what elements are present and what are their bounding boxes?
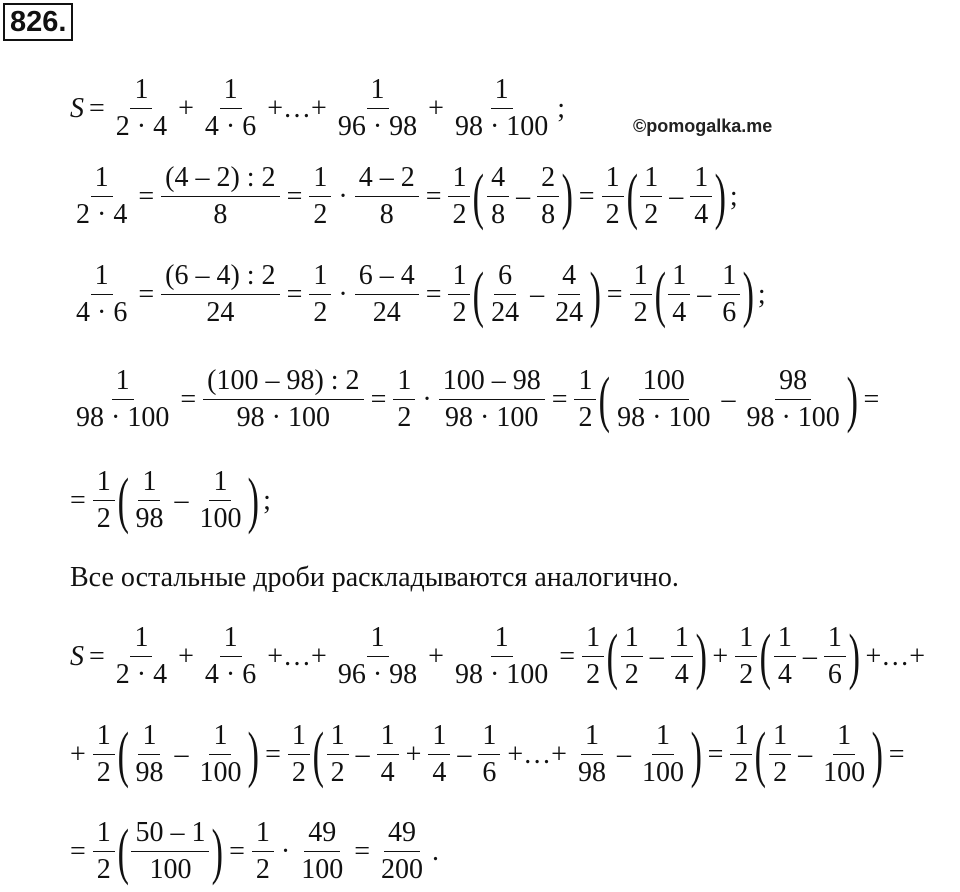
fraction: $\frac{100}{98 \cdot 100}$ <box>617 365 711 433</box>
fraction: $\frac{4 - 2}{8}$ <box>355 160 419 233</box>
fraction: $\frac{1}{98}$ <box>135 466 164 534</box>
fraction: $\frac{2}{8}$ <box>537 160 559 233</box>
equation-row-8: = $\frac{1}{2}$ ( $\frac{50 - 1}{100}$ ) = $\frac{1}{2}$ · $\frac{49}{100}$ = $\frac{49}{200}$ . <box>70 815 439 888</box>
fraction: $\frac{1}{2}$ <box>288 718 310 791</box>
fraction: $\frac{1}{98 \cdot 100}$ <box>76 365 170 433</box>
fraction: $\frac{1}{96 \cdot 98}$ <box>337 622 418 690</box>
fraction: $\frac{1}{98}$ <box>135 720 164 788</box>
fraction: $\frac{1}{2}$ <box>574 363 596 436</box>
fraction: $\frac{100 - 98}{98 \cdot 100}$ <box>439 363 545 436</box>
fraction: $\frac{1}{2}$ <box>730 718 752 791</box>
fraction: $\frac{1}{100}$ <box>199 720 242 788</box>
fraction: $\frac{1}{6}$ <box>824 620 846 693</box>
fraction: $\frac{1}{2}$ <box>309 160 331 233</box>
equation-row-5: = $\frac{1}{2}$ ( $\frac{1}{98}$ – $\frac{1}{100}$ ) ; <box>70 464 271 537</box>
fraction: $\frac{(100 - 98) : 2}{98 \cdot 100}$ <box>203 363 363 436</box>
fraction: $\frac{1}{2 \cdot 4}$ <box>115 622 168 690</box>
fraction: $\frac{1}{2}$ <box>630 258 652 331</box>
fraction: $\frac{(6 - 4) : 2}{24}$ <box>161 258 279 331</box>
fraction: $\frac{4}{8}$ <box>487 160 509 233</box>
fraction: $\frac{1}{2}$ <box>769 718 791 791</box>
fraction: $\frac{(4 - 2) : 2}{8}$ <box>161 160 279 233</box>
fraction: $\frac{1}{4 \cdot 6}$ <box>204 74 257 142</box>
fraction: $\frac{1}{2}$ <box>735 620 757 693</box>
fraction: $\frac{6 - 4}{24}$ <box>355 258 419 331</box>
fraction: $\frac{4}{24}$ <box>555 260 584 328</box>
equation-row-6: S = $\frac{1}{2 \cdot 4}$ + $\frac{1}{4 \cdot 6}$ +…+ $\frac{1}{96 \cdot 98}$ + $\frac{1}{98 \cdot 100}$ = $\frac{1}{2}$ ( $\frac{1}{2}$ – $\frac{1}{4}$ ) + $\frac{1}{2}$ ( $\frac{1}{4}$ – $\frac{1}{6}$ ) +…+ <box>70 620 925 693</box>
fraction: $\frac{1}{100}$ <box>199 466 242 534</box>
fraction: $\frac{1}{2}$ <box>93 815 115 888</box>
fraction: $\frac{1}{2}$ <box>640 160 662 233</box>
fraction: $\frac{1}{4}$ <box>690 160 712 233</box>
equation-row-1: S = $\frac{1}{2 \cdot 4}$ + $\frac{1}{4 \cdot 6}$ +…+ $\frac{1}{96 \cdot 98}$ + $\frac{1}{98 \cdot 100}$ ; <box>70 72 565 145</box>
equation-row-4: $\frac{1}{98 \cdot 100}$ = $\frac{(100 - 98) : 2}{98 \cdot 100}$ = $\frac{1}{2}$ · $\frac{100 - 98}{98 \cdot 100}$ = $\frac{1}{2}$ ( $\frac{100}{98 \cdot 100}$ – $\frac{98}{98 \cdot 100}$ ) = <box>70 363 884 436</box>
fraction: $\frac{1}{6}$ <box>478 718 500 791</box>
fraction: $\frac{1}{100}$ <box>823 720 866 788</box>
fraction: $\frac{1}{4}$ <box>671 620 693 693</box>
equation-row-7: + $\frac{1}{2}$ ( $\frac{1}{98}$ – $\frac{1}{100}$ ) = $\frac{1}{2}$ ( $\frac{1}{2}$ – $\frac{1}{4}$ + $\frac{1}{4}$ – $\frac{1}{6}$ +…+ $\frac{1}{98}$ – $\frac{1}{100}$ ) = $\frac{1}{2}$ ( $\frac{1}{2}$ – $\frac{1}{100}$ ) = <box>70 718 910 791</box>
fraction: $\frac{1}{2 \cdot 4}$ <box>115 74 168 142</box>
equals-sign: = <box>89 92 105 124</box>
fraction: $\frac{1}{4}$ <box>377 718 399 791</box>
fraction: $\frac{1}{2}$ <box>93 718 115 791</box>
fraction: $\frac{1}{2}$ <box>93 464 115 537</box>
watermark: ©pomogalka.me <box>633 116 773 136</box>
fraction: $\frac{1}{2}$ <box>252 815 274 888</box>
fraction: $\frac{50 - 1}{100}$ <box>131 815 209 888</box>
fraction: $\frac{98}{98 \cdot 100}$ <box>746 365 840 433</box>
fraction: $\frac{49}{100}$ <box>301 817 344 885</box>
fraction: $\frac{1}{6}$ <box>718 258 740 331</box>
fraction: $\frac{1}{2}$ <box>602 160 624 233</box>
ellipsis: +…+ <box>267 92 327 124</box>
fraction: $\frac{1}{2 \cdot 4}$ <box>76 162 128 230</box>
fraction: $\frac{1}{98}$ <box>577 720 606 788</box>
fraction: $\frac{1}{2}$ <box>309 258 331 331</box>
fraction: $\frac{1}{2}$ <box>448 258 470 331</box>
sum-symbol: S <box>70 92 84 124</box>
problem-number: 826. <box>3 3 73 41</box>
fraction: $\frac{1}{4}$ <box>774 620 796 693</box>
fraction: $\frac{6}{24}$ <box>491 260 520 328</box>
fraction: $\frac{1}{96 \cdot 98}$ <box>337 74 418 142</box>
fraction: $\frac{1}{4 \cdot 6}$ <box>76 260 128 328</box>
fraction: $\frac{1}{2}$ <box>327 718 349 791</box>
equation-row-2: $\frac{1}{2 \cdot 4}$ = $\frac{(4 - 2) : 2}{8}$ = $\frac{1}{2}$ · $\frac{4 - 2}{8}$ = $\frac{1}{2}$ ( $\frac{4}{8}$ – $\frac{2}{8}$ ) = $\frac{1}{2}$ ( $\frac{1}{2}$ – $\frac{1}{4}$ ) ; <box>70 160 738 233</box>
fraction: $\frac{1}{2}$ <box>448 160 470 233</box>
fraction: $\frac{1}{4 \cdot 6}$ <box>204 622 257 690</box>
fraction: $\frac{1}{4}$ <box>428 718 450 791</box>
fraction: $\frac{49}{200}$ <box>381 817 424 885</box>
fraction: $\frac{1}{2}$ <box>393 363 415 436</box>
fraction: $\frac{1}{2}$ <box>621 620 643 693</box>
fraction: $\frac{1}{2}$ <box>582 620 604 693</box>
equation-row-3: $\frac{1}{4 \cdot 6}$ = $\frac{(6 - 4) : 2}{24}$ = $\frac{1}{2}$ · $\frac{6 - 4}{24}$ = $\frac{1}{2}$ ( $\frac{6}{24}$ – $\frac{4}{24}$ ) = $\frac{1}{2}$ ( $\frac{1}{4}$ – $\frac{1}{6}$ ) ; <box>70 258 766 331</box>
fraction: $\frac{1}{4}$ <box>668 258 690 331</box>
fraction: $\frac{1}{98 \cdot 100}$ <box>454 622 549 690</box>
fraction: $\frac{1}{98 \cdot 100}$ <box>454 74 549 142</box>
fraction: $\frac{1}{100}$ <box>641 720 684 788</box>
explanation-text: Все остальные дроби раскладываются аналогично. <box>70 562 679 593</box>
